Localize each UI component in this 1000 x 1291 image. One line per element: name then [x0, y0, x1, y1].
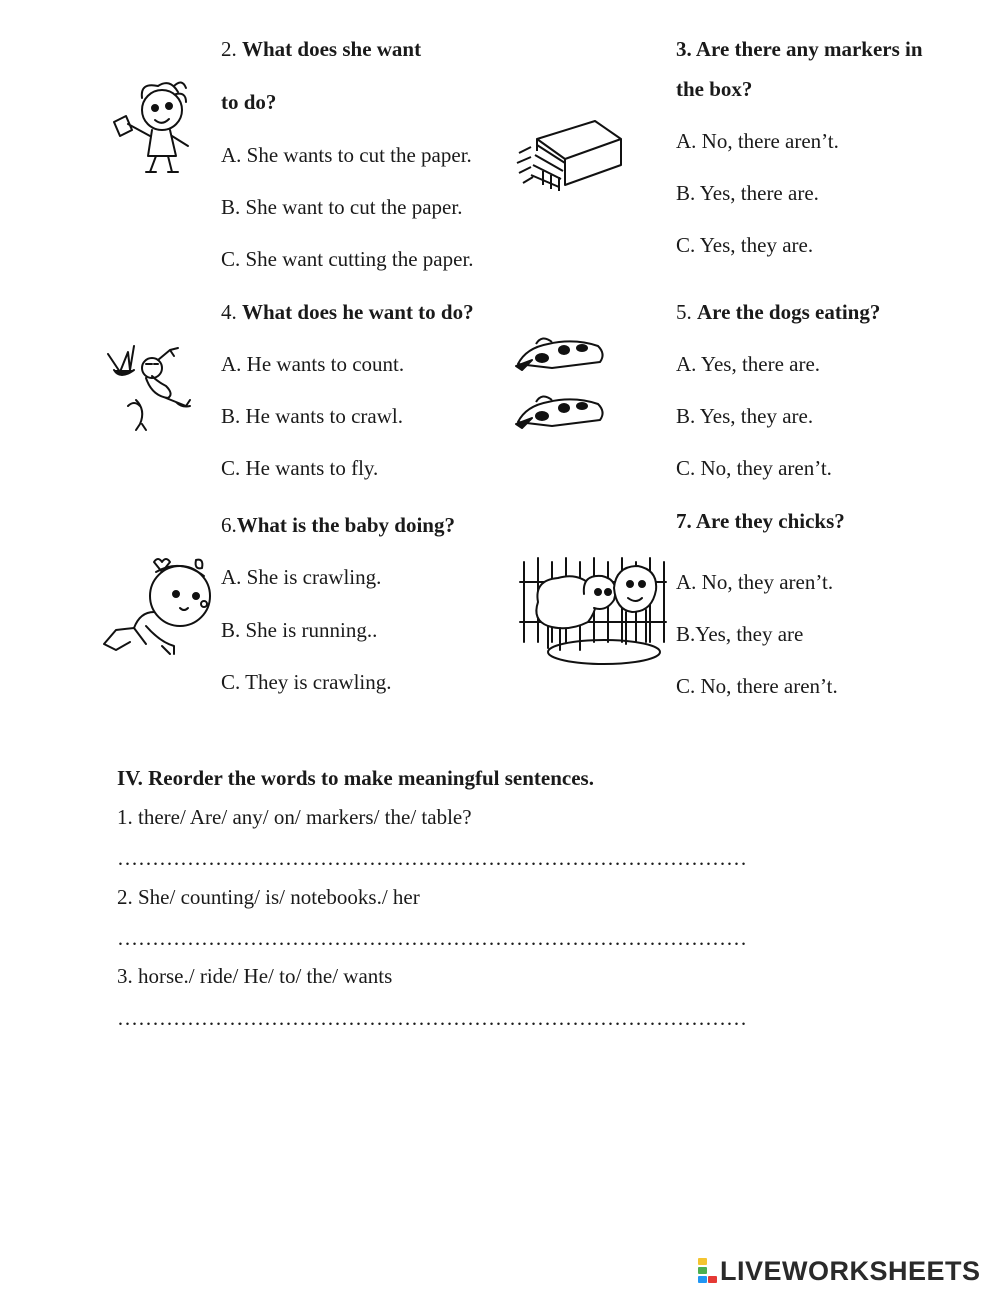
section4-title: IV. Reorder the words to make meaningful sentences. [117, 766, 594, 790]
question-prompt: What does he want to do? [242, 300, 474, 324]
reorder-item-1: 1. there/ Are/ any/ on/ markers/ the/ table? [117, 805, 472, 829]
q5-prompt-line [676, 300, 880, 324]
answer-line-3[interactable]: ……………………………………………………………………………… [117, 1006, 747, 1030]
logo-blocks-icon [698, 1258, 718, 1284]
flying-boy-icon [100, 340, 196, 432]
q6-option-a[interactable]: A. She is crawling. [221, 565, 382, 589]
q5-option-c[interactable]: C. No, they aren’t. [676, 456, 832, 480]
question-prompt: Are the dogs eating? [697, 300, 881, 324]
reorder-item-3: 3. horse./ ride/ He/ to/ the/ wants [117, 964, 393, 988]
q2-prompt-line [221, 37, 421, 61]
q5-option-b[interactable]: B. Yes, they are. [676, 404, 814, 428]
q2-option-c[interactable]: C. She want cutting the paper. [221, 247, 474, 271]
crawling-baby-icon [100, 550, 218, 660]
answer-line-2[interactable]: ……………………………………………………………………………… [117, 926, 747, 950]
question-number: 2. [221, 37, 237, 61]
q3-option-a[interactable]: A. No, there aren’t. [676, 129, 839, 153]
q6-option-c[interactable]: C. They is crawling. [221, 670, 392, 694]
answer-line-1[interactable]: ……………………………………………………………………………… [117, 846, 747, 870]
q7-option-b[interactable]: B.Yes, they are [676, 622, 804, 646]
question-number: 7. [676, 509, 692, 533]
q7-option-a[interactable]: A. No, they aren’t. [676, 570, 834, 594]
question-prompt: What does she want [242, 37, 422, 61]
question-number: 3. [676, 37, 692, 61]
q2-option-b[interactable]: B. She want to cut the paper. [221, 195, 463, 219]
question-number: 5. [676, 300, 692, 324]
question-number: 4. [221, 300, 237, 324]
q3-prompt-line [676, 37, 923, 61]
q7-prompt-line [676, 509, 845, 533]
logo-text: LIVEWORKSHEETS [720, 1256, 981, 1286]
question-prompt: Are they chicks? [695, 509, 845, 533]
q2-option-a[interactable]: A. She wants to cut the paper. [221, 143, 472, 167]
q6-prompt-line [221, 513, 455, 537]
q4-option-c[interactable]: C. He wants to fly. [221, 456, 379, 480]
reorder-item-2: 2. She/ counting/ is/ notebooks./ her [117, 885, 420, 909]
question-prompt: What is the baby doing? [236, 513, 455, 537]
q4-option-a[interactable]: A. He wants to count. [221, 352, 405, 376]
q3-option-c[interactable]: C. Yes, they are. [676, 233, 814, 257]
q2-prompt-continued: to do? [221, 90, 277, 114]
marker-box-icon [513, 115, 625, 195]
q3-prompt-continued: the box? [676, 77, 753, 101]
q4-prompt-line [221, 300, 474, 324]
sheep-behind-fence-icon [518, 552, 668, 670]
question-prompt: Are there any markers in [695, 37, 923, 61]
question-number: 6. [221, 513, 237, 537]
sleeping-dogs-icon [512, 330, 608, 442]
liveworksheets-logo [698, 1256, 981, 1286]
q7-option-c[interactable]: C. No, there aren’t. [676, 674, 838, 698]
q3-option-b[interactable]: B. Yes, there are. [676, 181, 819, 205]
q6-option-b[interactable]: B. She is running.. [221, 618, 378, 642]
q5-option-a[interactable]: A. Yes, there are. [676, 352, 821, 376]
girl-cutting-paper-icon [100, 76, 210, 176]
q4-option-b[interactable]: B. He wants to crawl. [221, 404, 403, 428]
